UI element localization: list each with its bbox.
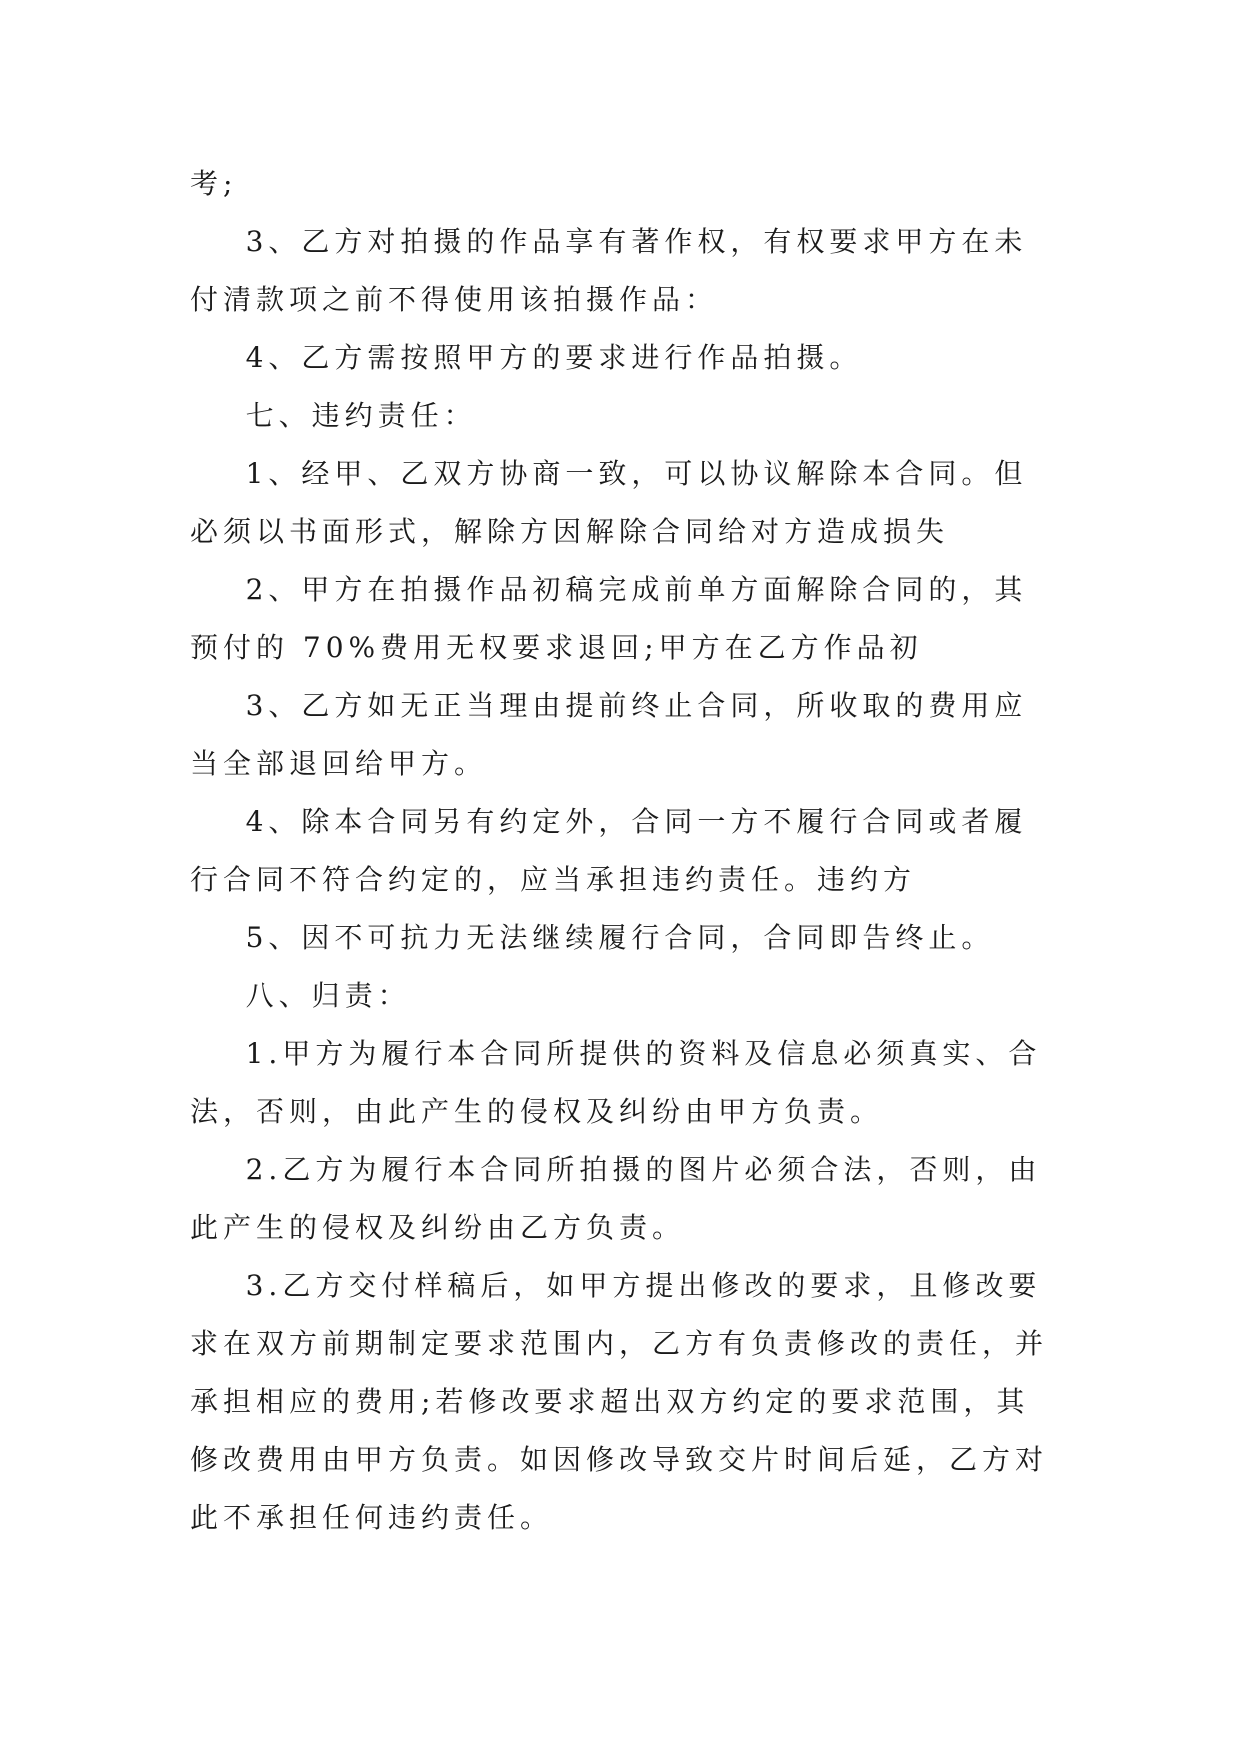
text-line: 必须以书面形式，解除方因解除合同给对方造成损失 <box>190 515 950 548</box>
text-line: 1、经甲、乙双方协商一致，可以协议解除本合同。但 <box>190 457 1028 490</box>
text-line: 5、因不可抗力无法继续履行合同，合同即告终止。 <box>190 921 995 954</box>
text-line: 当全部退回给甲方。 <box>190 747 488 780</box>
text-line: 预付的 70%费用无权要求退回;甲方在乙方作品初 <box>190 631 923 664</box>
text-line: 4、乙方需按照甲方的要求进行作品拍摄。 <box>190 341 863 374</box>
text-line: 考; <box>190 167 238 200</box>
text-line: 3、乙方对拍摄的作品享有著作权，有权要求甲方在未 <box>190 225 1028 258</box>
text-line: 3.乙方交付样稿后，如甲方提出修改的要求，且修改要 <box>190 1269 1042 1302</box>
text-line: 4、除本合同另有约定外，合同一方不履行合同或者履 <box>190 805 1028 838</box>
text-line: 此不承担任何违约责任。 <box>190 1501 554 1534</box>
section-heading: 八、归责： <box>190 979 411 1012</box>
text-line: 修改费用由甲方负责。如因修改导致交片时间后延，乙方对 <box>190 1443 1049 1476</box>
text-line: 承担相应的费用;若修改要求超出双方约定的要求范围，其 <box>190 1385 1030 1418</box>
text-line: 2、甲方在拍摄作品初稿完成前单方面解除合同的，其 <box>190 573 1028 606</box>
text-line: 法，否则，由此产生的侵权及纠纷由甲方负责。 <box>190 1095 884 1128</box>
text-line: 付清款项之前不得使用该拍摄作品： <box>190 283 719 316</box>
text-line: 求在双方前期制定要求范围内，乙方有负责修改的责任，并 <box>190 1327 1049 1360</box>
text-line: 行合同不符合约定的，应当承担违约责任。违约方 <box>190 863 917 896</box>
text-line: 2.乙方为履行本合同所拍摄的图片必须合法，否则，由 <box>190 1153 1042 1186</box>
text-line: 3、乙方如无正当理由提前终止合同，所收取的费用应 <box>190 689 1028 722</box>
section-heading: 七、违约责任： <box>190 399 477 432</box>
contract-body-text <box>190 155 1060 1547</box>
text-line: 1.甲方为履行本合同所提供的资料及信息必须真实、合 <box>190 1037 1042 1070</box>
text-line: 此产生的侵权及纠纷由乙方负责。 <box>190 1211 686 1244</box>
